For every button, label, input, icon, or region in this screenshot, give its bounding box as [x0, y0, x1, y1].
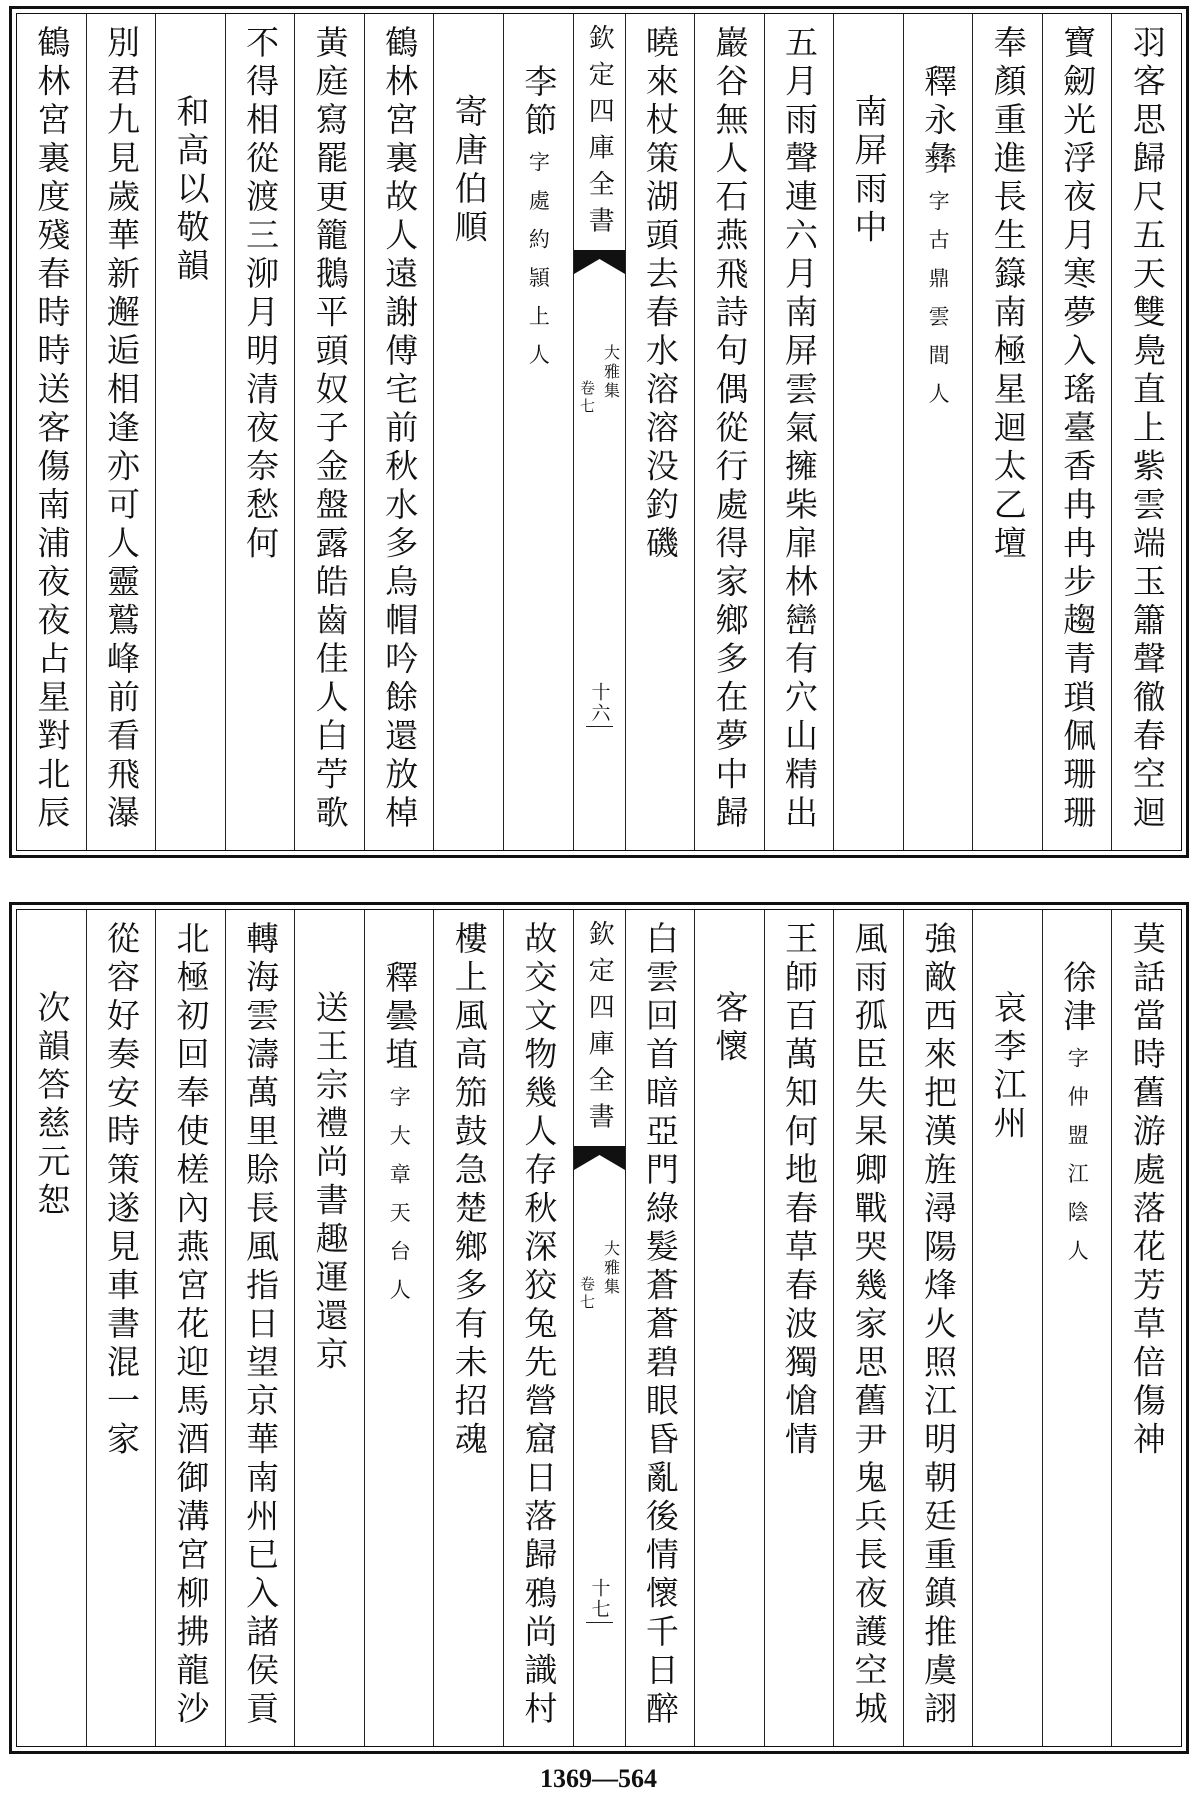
verse-text: 奉顏重進長生籙南極星迴太乙壇	[988, 25, 1028, 564]
verse-text: 王師百萬知何地春草春波獨愴情	[780, 921, 820, 1460]
fold-rule	[586, 726, 613, 727]
poem-title: 次韻答慈元恕	[32, 990, 72, 1221]
verse-column	[17, 14, 86, 850]
poem-title: 和高以敬韻	[171, 94, 211, 287]
author-entry	[1058, 960, 1098, 1278]
verse-column	[833, 910, 903, 1746]
center-fold	[573, 14, 625, 850]
verse-column	[625, 14, 695, 850]
verse-column	[86, 910, 156, 1746]
fold-rule	[586, 1622, 613, 1623]
poem-title-column	[694, 910, 764, 1746]
lower-leaf	[9, 902, 1189, 1754]
verse-column	[294, 14, 364, 850]
verse-text: 鶴林宮裏度殘春時時送客傷南浦夜夜占星對北辰	[32, 25, 72, 834]
verse-text: 北極初回奉使槎內燕宮花迎馬酒御溝宮柳拂龍沙	[171, 921, 211, 1730]
verse-column	[903, 910, 973, 1746]
verse-text: 曉來杖策湖頭去春水溶溶没釣磯	[640, 25, 680, 564]
verse-column	[155, 910, 225, 1746]
scan-page-reference: 1369—564	[540, 1764, 657, 1793]
verse-text: 巖谷無人石燕飛詩句偶從行處得家鄉多在夢中歸	[710, 25, 750, 834]
poem-title: 寄唐伯順	[449, 94, 489, 248]
fold-book-title-box	[602, 1240, 620, 1301]
author-name: 李節	[519, 64, 559, 141]
fold-series-title-box	[574, 920, 625, 1139]
author-courtesy-note: 字古鼎雲間人	[926, 189, 951, 421]
verse-column	[225, 14, 295, 850]
verse-column	[694, 14, 764, 850]
verse-text: 不得相從渡三泖月明清夜奈愁何	[241, 25, 281, 564]
verse-text: 五月雨聲連六月南屏雲氣擁柴扉林巒有穴山精出	[780, 25, 820, 834]
fold-book-title-box	[602, 344, 620, 405]
verse-column	[972, 14, 1042, 850]
fold-page-number-box	[574, 682, 625, 724]
author-courtesy-note: 字大章天台人	[387, 1085, 412, 1317]
verse-column	[625, 910, 695, 1746]
fold-volume: 卷七	[578, 380, 596, 416]
verse-text: 鶴林宮裏故人遠謝傅宅前秋水多烏帽吟餘還放棹	[380, 25, 420, 834]
fold-book-title: 大雅集	[601, 1240, 621, 1297]
verse-column	[433, 910, 503, 1746]
poem-title-column	[972, 910, 1042, 1746]
fold-volume-box	[579, 380, 596, 420]
verse-text: 寶劒光浮夜月寒夢入瑤臺香冉冉步趨青瑣佩珊珊	[1058, 25, 1098, 834]
author-entry	[380, 960, 420, 1317]
author-column	[903, 14, 973, 850]
poem-title: 客懷	[710, 990, 750, 1067]
author-name: 徐津	[1058, 960, 1098, 1037]
upper-leaf	[9, 6, 1189, 858]
verse-column	[503, 910, 573, 1746]
author-column	[364, 910, 434, 1746]
fold-book-title: 大雅集	[601, 344, 621, 401]
verse-text: 白雲回首暗亞門綠髮蒼蒼碧眼昏亂後情懷千日醉	[640, 921, 680, 1730]
fold-volume-box	[579, 1276, 596, 1316]
verse-column	[764, 14, 834, 850]
verse-text: 故交文物幾人存秋深狡兔先營窟日落歸鴉尚識村	[519, 921, 559, 1730]
verse-column	[1111, 910, 1181, 1746]
fold-series-title: 欽定四庫全書	[584, 920, 615, 1139]
verse-text: 莫話當時舊游處落花芳草倍傷神	[1127, 921, 1167, 1460]
author-name: 釋永彝	[919, 64, 959, 180]
verse-text: 轉海雲濤萬里賒長風指日望京華南州已入諸侯貢	[241, 921, 281, 1730]
poem-title-column	[155, 14, 225, 850]
author-entry	[919, 64, 959, 421]
poem-title-column	[433, 14, 503, 850]
verse-text: 風雨孤臣失杲卿戰哭幾家思舊尹鬼兵長夜護空城	[849, 921, 889, 1730]
author-courtesy-note: 字處約頴上人	[526, 151, 551, 382]
verse-text: 黃庭寫罷更籠鵝平頭奴子金盤露皓齒佳人白苧歌	[310, 25, 350, 834]
poem-title-column	[294, 910, 364, 1746]
verse-column	[86, 14, 156, 850]
verse-text: 羽客思歸尺五天雙鳧直上紫雲端玉簫聲徹春空迴	[1127, 25, 1167, 834]
verse-column	[1111, 14, 1181, 850]
verse-text: 樓上風高笳鼓急楚鄉多有未招魂	[449, 921, 489, 1460]
verse-text: 從容好奏安時策遂見車書混一家	[101, 921, 141, 1460]
fold-volume: 卷七	[578, 1276, 596, 1312]
poem-title: 哀李江州	[988, 990, 1028, 1144]
author-column	[503, 14, 573, 850]
verse-column	[1042, 14, 1112, 850]
poem-title: 南屏雨中	[849, 94, 889, 248]
fold-page-number: 十七	[588, 1578, 611, 1620]
upper-leaf-frame	[16, 13, 1182, 851]
author-courtesy-note: 字仲盟江陰人	[1065, 1047, 1090, 1278]
author-name: 釋曇埴	[380, 960, 420, 1076]
poem-title-column	[17, 910, 86, 1746]
poem-title-column	[833, 14, 903, 850]
verse-column	[225, 910, 295, 1746]
poem-title: 送王宗禮尚書趣運還京	[310, 990, 350, 1375]
fold-series-title-box	[574, 24, 625, 243]
author-entry	[519, 64, 559, 382]
fold-page-number-box	[574, 1578, 625, 1620]
verse-column	[764, 910, 834, 1746]
fishtail-mark	[574, 250, 625, 276]
author-column	[1042, 910, 1112, 1746]
verse-column	[364, 14, 434, 850]
lower-leaf-frame	[16, 909, 1182, 1747]
center-fold	[573, 910, 625, 1746]
fold-page-number: 十六	[588, 682, 611, 724]
verse-text: 別君九見歲華新邂逅相逢亦可人靈鷲峰前看飛瀑	[101, 25, 141, 834]
fold-series-title: 欽定四庫全書	[584, 24, 615, 243]
fishtail-mark	[574, 1146, 625, 1172]
verse-text: 強敵西來把漢旌潯陽烽火照江明朝廷重鎮推虞詡	[919, 921, 959, 1730]
